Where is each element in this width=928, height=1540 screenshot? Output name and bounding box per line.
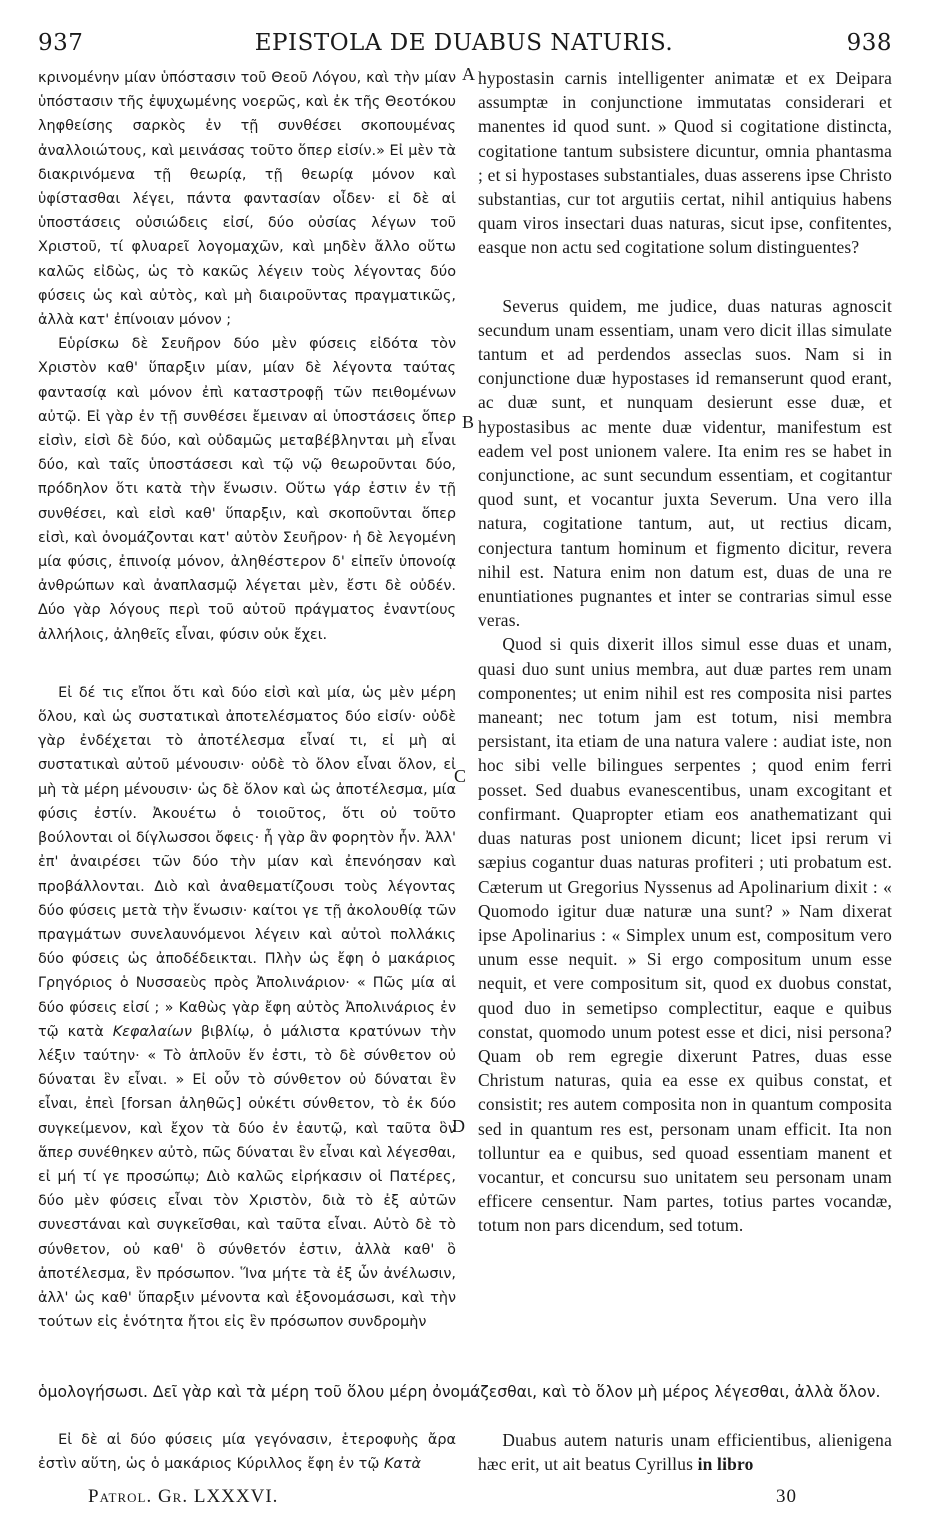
latin-final-block [478,1428,892,1476]
greek-column [38,66,456,1334]
right-page-number: 938 [846,30,892,56]
running-title: EPISTOLA DE DUABUS NATURIS. [254,30,674,56]
greek-paragraph-1: κρινομένην μίαν ὑπόστασιν τοῦ Θεοῦ Λόγου, καὶ τὴν μίαν ὑπόστασιν τῆς ἐψυχωμένης νοερῶς, καὶ ἐκ τῆς Θεοτόκου ληφθείσης σαρκὸς ἐν τῇ συνθέσει σκοπουμένας ἀναλλοιώτους, καὶ μεινάσας τοῦτο ὅπερ εἰσίν.» Εἰ μὲν τὰ διακρινόμενα τῇ θεωρίᾳ, τῇ θεωρίᾳ μόνον καὶ ὑφίστασθαι λέγει, πάντα φαντασίαν οἶδεν· εἰ δὲ αἱ ὑποστάσεις οὐσιώδεις εἰσί, δύο οὐσίας λέγων τοῦ Χριστοῦ, τί φλυαρεῖ λογομαχῶν, καὶ μηδὲν ἄλλο οὕτω καλῶς εἰδὼς, ὡς τὸ κακῶς λέγειν τοὺς λέγοντας δύο φύσεις ὡς καὶ αὐτὸς, καὶ μὴ διαιροῦντας πραγματικῶς, ἀλλὰ κατ' ἐπίνοιαν μόνον ; [38,70,456,329]
latin-paragraph-4-text: Duabus autem naturis unam efficientibus, alienigena hæc erit, ut ait beatus Cyrillus [478,1430,892,1475]
greek-paragraph-4 [38,1428,456,1476]
greek-final-block [38,1428,456,1476]
greek-paragraph-3-text: Εἰ δέ τις εἴποι ὅτι καὶ δύο εἰσὶ καὶ μία, ὡς μὲν μέρη ὅλου, καὶ ὡς συστατικαὶ ἀποτελέσματος δύο εἰσίν· οὐδὲ γὰρ ἐνδέχεται τὸ ἀποτέλεσμα εἶναί τι, εἰ μὴ αἱ συστατικαὶ αὐτοῦ μένουσιν· οὐδὲ τὸ ὅλον εἶναι ὅλον, εἰ μὴ τὰ μέρη μένουσιν· ὡς δὲ ὅλον καὶ ὡς ἀποτέλεσμα, μία φύσις ἐστίν. Ἀκουέτω ὁ τοιοῦτος, ὅτι οὐ τοῦτο βούλονται οἱ δίγλωσσοι ὄφεις· ἦ γὰρ ἂν φορητὸν ἦν. Ἀλλ' ἐπ' ἀναιρέσει τῶν δύο τὴν μίαν καὶ ἐπενόησαν καὶ προβάλλονται. Διὸ καὶ ἀναθεματίζουσι τοὺς λέγοντας δύο φύσεις μετὰ τὴν ἕνωσιν· καίτοι γε τῇ ἀκολουθίᾳ τῶν πραγμάτων συνελαυνόμενοι λέγειν καὶ αὐτοὶ πολλάκις δύο φύσεις ὡς ἀποδέδεικται. Πλὴν ὡς ἔφη ὁ μακάριος Γρηγόριος ὁ Νυσσαεὺς πρὸς Ἀπολινάριον· « Πῶς μία αἱ δύο φύσεις εἰσί ; » Καθὼς γὰρ ἔφη αὐτὸς Ἀπολινάριος ἐν τῷ κατὰ [38,684,456,1040]
latin-paragraph-2: Severus quidem, me judice, duas naturas agnoscit secundum unam essentiam, unam vero dicit illas simulate tantum et ad perdendos asseclas suos. Nam si in conjunctione duæ hypostases id remanserunt quod erant, ac duæ sunt, et nunquam desierunt esse duæ, et hypostasibus ac mente duæ videntur, manifestum est eadem vel post unionem valere. Ita enim res se habet in conjunctione, ac sunt secundum essentiam, et cogitantur quod sunt, et vocantur juxta Severum. Una vero illa natura, cogitatione tantum, aut, ut rectius dicam, conjectura tantum hominum et figmento dicitur, revera nihil est. Natura enim non datum est, duas de una re enuntiationes pugnantes et inter se contrarias simul esse veras. [478,295,892,631]
latin-bold-phrase: in libro [697,1454,754,1475]
greek-paragraph-3-text-cont: βιβλίῳ, ὁ μάλιστα κρατύνων τὴν λέξιν ταύτην· « Τὸ ἁπλοῦν ἕν ἐστι, τὸ δὲ σύνθετον οὐ δύναται ἓν εἶναι. » Εἰ οὖν τὸ σύνθετον οὐ δύναται ἓν εἶναι, ἐπεὶ [forsan ἀληθῶς] οὐκέτι σύνθετον, τὸ ἐκ δύο συγκείμενον, καὶ ἔχον τὰ δύο ἐν ἑαυτῷ, καὶ ταῦτα ὃν ἅπερ συνέθηκεν αὐτὸ, πῶς δύναται ἓν εἶναι καὶ λέγεσθαι, εἰ μή τί γε προσώπῳ; Διὸ καλῶς εἰρήκασιν οἱ Πατέρες, δύο μὲν φύσεις εἶναι τὸν Χριστὸν, διὰ τὸ ἐξ αὐτῶν συνεστάναι καὶ συγκεῖσθαι, καὶ ταῦτα εἶναι. Αὐτὸ δὲ τὸ σύνθετον, οὐ καθ' ὃ σύνθετόν ἐστιν, ἀλλὰ καθ' ὃ ἀποτέλεσμα, ἓν πρόσωπον. Ἵνα μήτε τὰ ἐξ ὧν ἀνέλωσιν, ἀλλ' ὡς καθ' ὕπαρξιν μένοντα καὶ ἐξονομάσωσι, καὶ τὴν τούτων εἰς ἑνότητα ἤτοι εἰς ἓν πρόσωπον συνδρομὴν [38,1023,456,1331]
footer-signature: Patrol. Gr. LXXXVI. [88,1486,279,1507]
latin-paragraph-3: Quod si quis dixerit illos simul esse duas et unam, quasi duo sunt unius membra, aut duæ partes rem unam componentes; ut enim nihil est res composita nisi partes maneant; nec totum jam est totum, nisi membra persistant, ita etiam de una natura valere : audiat iste, non hoc sibi velle bilingues serpentes ; quod enim ferri posset. Sed duabus evanescentibus, unam excogitant et confirmant. Quapropter etiam eos anathematizant qui duas naturas post unionem dicunt; licet ipsi rerum vi sæpius cogantur duas naturas profiteri ; uti probatum est. Cæterum ut Gregorius Nyssenus ad Apolinarium dixit : « Quomodo igitur duæ naturæ una sunt? » Nam dixerat ipse Apolinarius : « Simplex unum est, compositum vero unum esse nequit. » Si ergo compositum unum esse nequit, et vere compositum sit, quod ex duobus constat, quod duo in semetipso complectitur, eaque e quibus constat, quomodo unum potest esse et dici, nisi persona? Quam ob rem egregie dixerunt Patres, duas esse Christum naturas, quia ea esse ex quibus constat, et consistit; res autem composita non in quantum composita sed in quantum res est, personam unam efficit. Ita non tolluntur ea e quibus, sed quoad essentiam manent et vocantur, et concursu suo unitatem seu personam unam efficere censentur. Nam partes, totius partes vocandæ, totum non pars dicendum, sed totum. [478,634,892,1236]
latin-paragraph-4 [478,1428,892,1476]
greek-spanning-line: ὁμολογήσωσι. Δεῖ γὰρ καὶ τὰ μέρη τοῦ ὅλου μέρη ὀνομάζεσθαι, καὶ τὸ ὅλον μὴ μέρος λέγεσθαι, ἀλλὰ ὅλον. [38,1383,881,1401]
margin-letter-d: D [452,1116,465,1136]
greek-italic-title: Κεφαλαίων [112,1023,192,1040]
greek-paragraph-3 [38,681,456,1334]
margin-letter-b: B [462,412,475,432]
footer-sheet-number: 30 [776,1486,797,1507]
margin-letter-c: C [454,766,467,786]
greek-paragraph-4-text: Εἰ δὲ αἱ δύο φύσεις μία γεγόνασιν, ἑτεροφυὴς ἄρα ἐστὶν αὕτη, ὡς ὁ μακάριος Κύριλλος ἔφη ἐν τῷ [38,1432,456,1473]
greek-paragraph-2: Εὑρίσκω δὲ Σευῆρον δύο μὲν φύσεις εἰδότα τὸν Χριστὸν καθ' ὕπαρξιν μίαν, μίαν δὲ λέγοντα ταύτας φαντασίᾳ καὶ μόνον ἐπὶ καταστροφῇ τῶν πειθομένων αὐτῷ. Εἰ γὰρ ἐν τῇ συνθέσει ἔμειναν αἱ ὑποστάσεις ὅπερ εἰσὶν, εἰσὶ δὲ δύο, καὶ οὐδαμῶς μεταβέβληνται μὴ εἶναι δύο, καὶ ταῖς ὑποστάσεσι καὶ τῷ νῷ θεωροῦνται δύο, πρόδηλον ὅτι κατὰ τὴν ἕνωσιν. Οὕτω γάρ ἐστιν ἐν τῇ συνθέσει, καὶ εἰσὶ καθ' ὕπαρξιν, καὶ σκοποῦνται ὅπερ εἰσὶ, καὶ ὀνομάζονται κατ' αὐτὸν Σευῆρον· ἡ δὲ λεγομένη μία φύσις, ἐπινοίᾳ μόνον, ἀληθέστερον δ' εἰπεῖν ὑπονοίᾳ ἀνθρώπων καὶ ἀναπλασμῷ λέγεται μὲν, ἔστι δὲ οὐδέν. Δύο γὰρ λόγους περὶ τοῦ αὐτοῦ πράγματος ἐναντίους ἀλλήλοις, ἀληθεῖς εἶναι, φύσιν οὐκ ἔχει. [38,336,456,643]
margin-letter-a: A [462,64,475,84]
latin-column [478,66,892,1238]
left-page-number: 937 [38,30,84,56]
greek-italic-word: Κατὰ [383,1456,422,1473]
latin-paragraph-1: hypostasin carnis intelligenter animatæ et ex Deipara assumptæ in conjunctione immutatas considerari et manentes id quod sunt. » Quod si cogitatione distincta, cogitatione tantum subsistere dicuntur, omnia phantasma ; et si hypostases substantiales, duas asserens ipse Christo substantias, cur tot argutiis certat, nihil antiquius habens quam viros insectari duas naturas, sicut ipse, confitentes, easque non actu sed cogitatione solum distinguentes? [478,68,892,258]
